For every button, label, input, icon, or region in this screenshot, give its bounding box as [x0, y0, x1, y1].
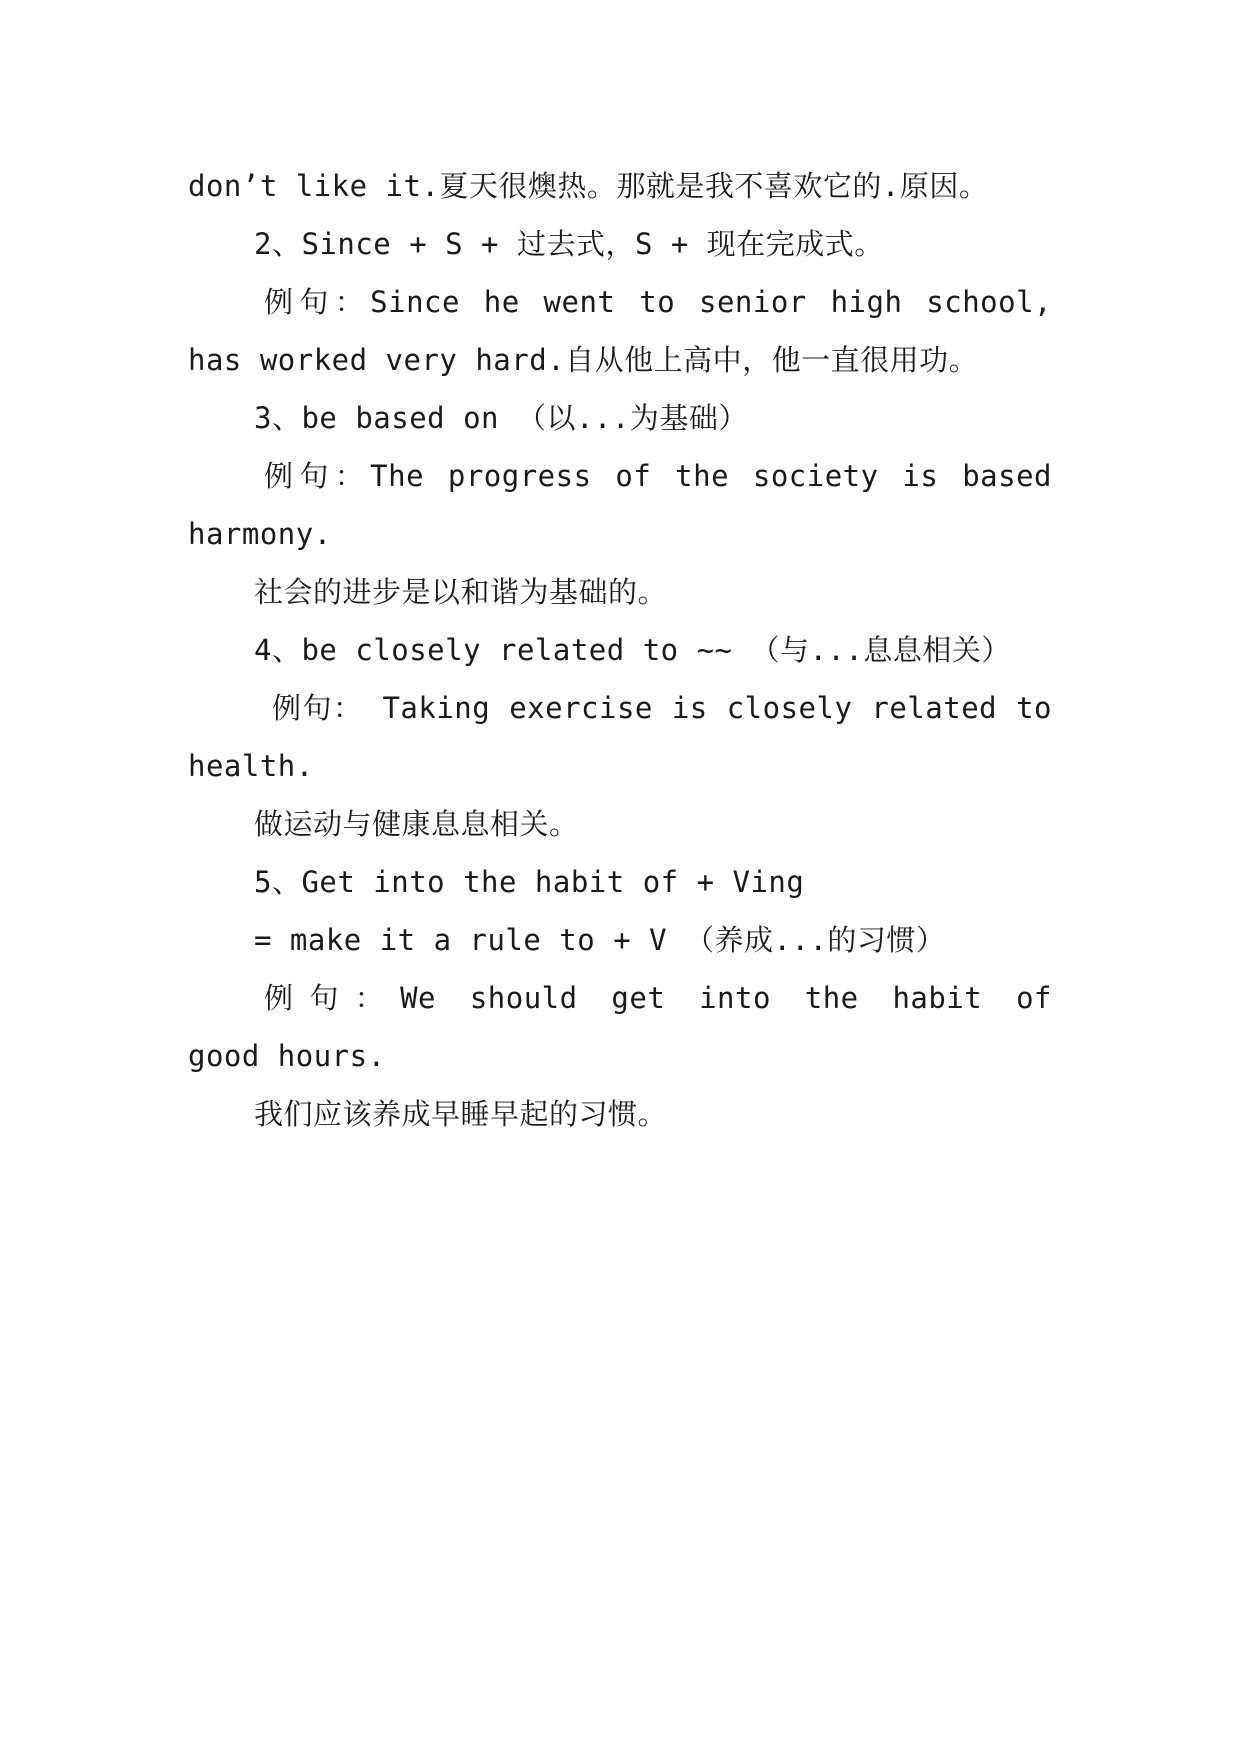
text-line-7: harmony.: [188, 517, 332, 551]
text-line-9: 4、be closely related to ~~ （与...息息相关）: [254, 633, 1011, 667]
text-line-12: 做运动与健康息息相关。: [254, 807, 579, 841]
text-line-15: 例句：We should get into the habit of: [264, 981, 1052, 1015]
text-line-3: 例句：Since he went to senior high school,: [264, 285, 1052, 319]
text-line-5: 3、be based on （以...为基础）: [254, 401, 748, 435]
text-line-17: 我们应该养成早睡早起的习惯。: [254, 1097, 668, 1131]
text-line-4: has worked very hard.自从他上高中，他一直很用功。: [188, 343, 979, 377]
text-line-8: 社会的进步是以和谐为基础的。: [254, 575, 668, 609]
text-line-10: 例句： Taking exercise is closely related to: [272, 691, 1052, 725]
text-line-16: good hours.: [188, 1039, 386, 1073]
text-line-14: = make it a rule to + V （养成...的习惯）: [254, 923, 946, 957]
text-line-2: 2、Since + S + 过去式，S + 现在完成式。: [254, 227, 884, 261]
text-line-6: 例句：The progress of the society is based: [264, 459, 1052, 493]
text-line-1: don’t like it.夏天很燠热。那就是我不喜欢它的.原因。: [188, 169, 989, 203]
text-line-11: health.: [188, 749, 314, 783]
text-line-13: 5、Get into the habit of + Ving: [254, 865, 805, 899]
